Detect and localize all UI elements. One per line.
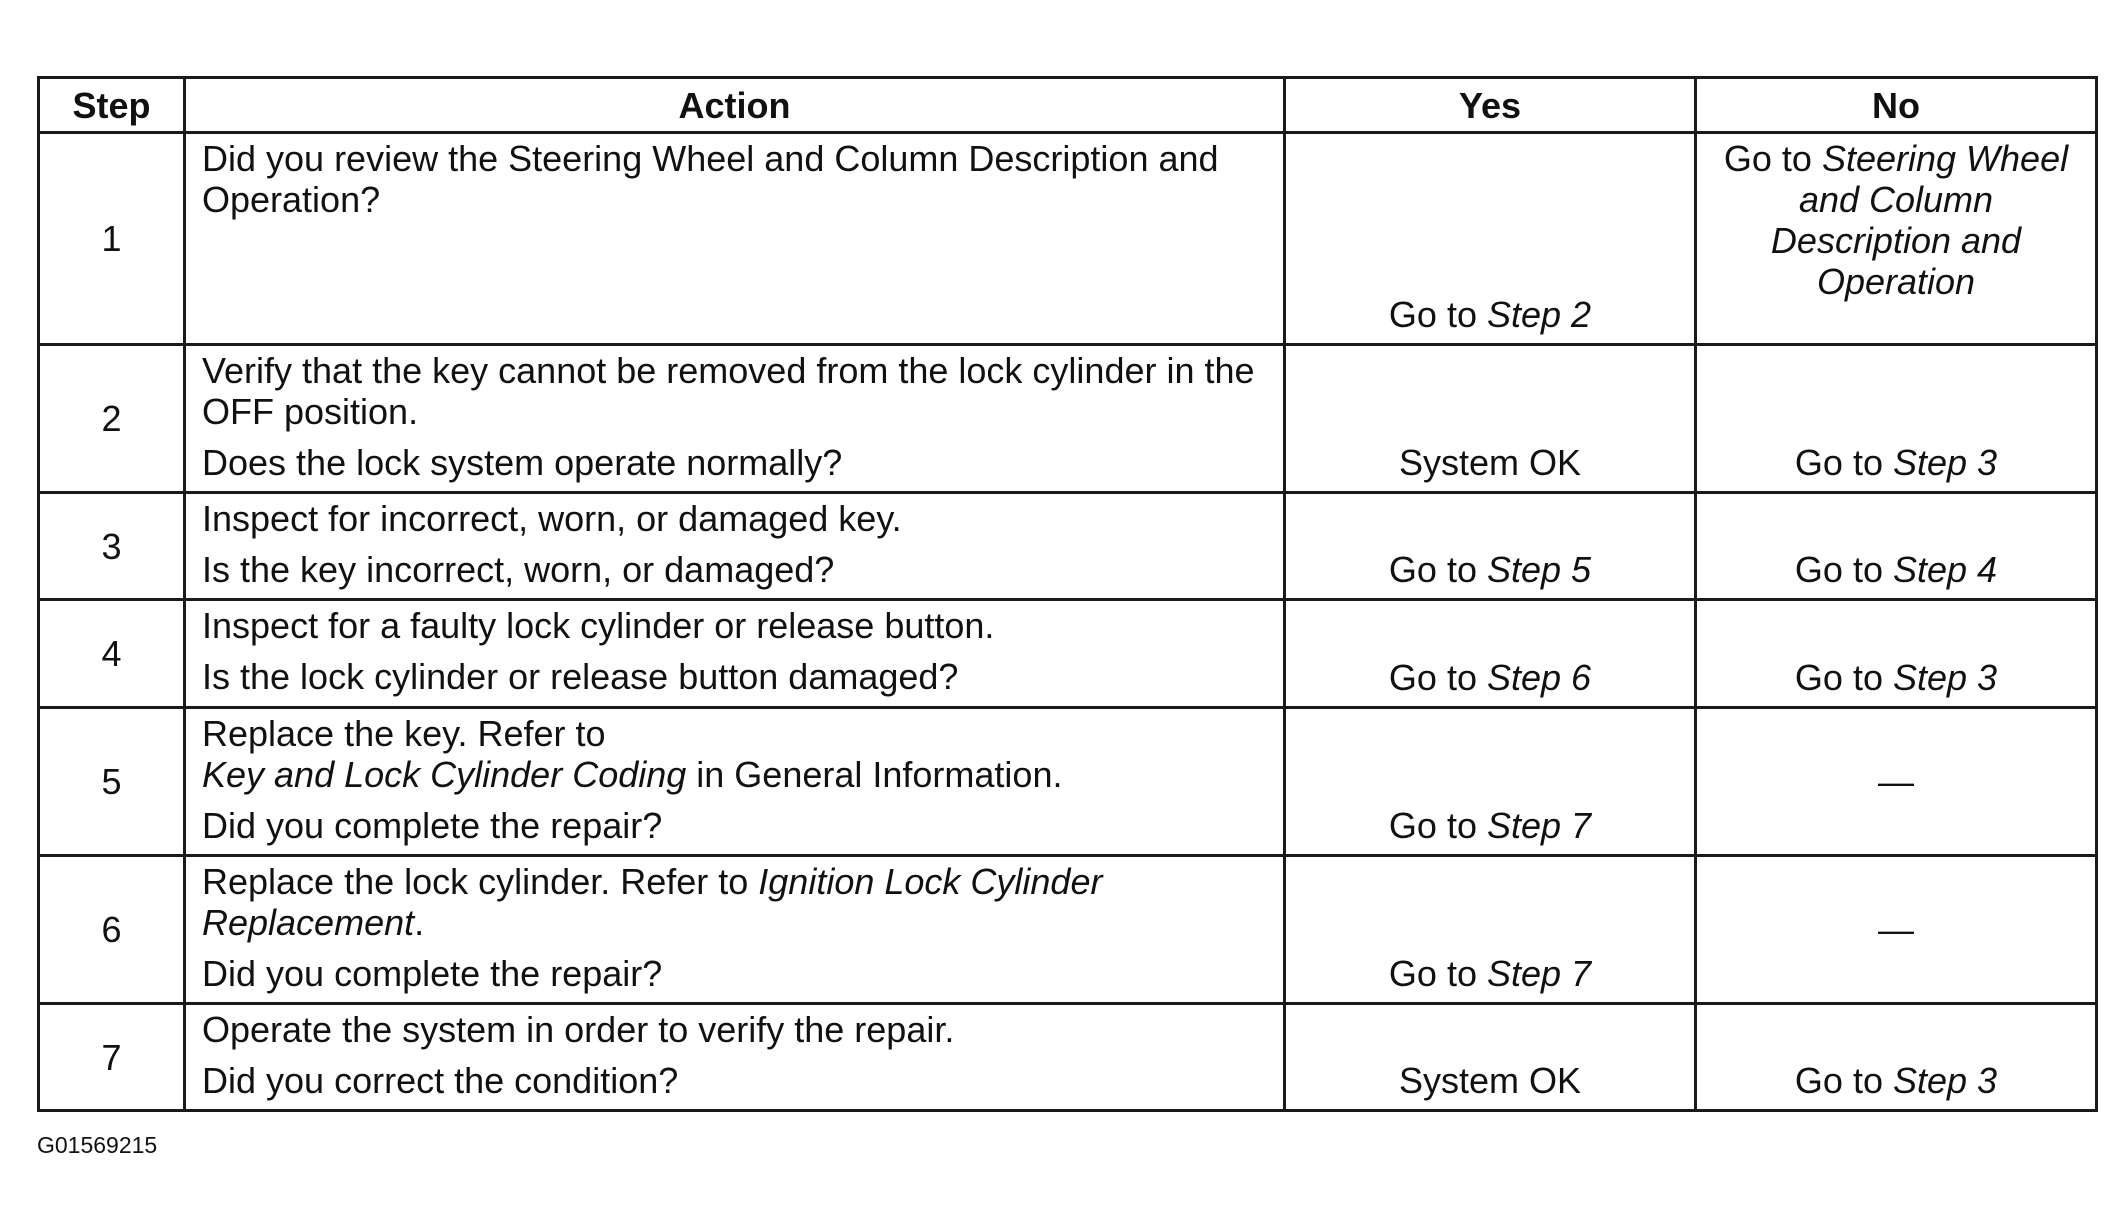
yes-step-link[interactable]: Step 2 bbox=[1486, 294, 1592, 335]
yes-cell bbox=[1285, 600, 1696, 708]
yes-cell bbox=[1285, 345, 1696, 493]
action-cell bbox=[185, 708, 1285, 856]
action-question: Is the lock cylinder or release button damaged? bbox=[202, 656, 959, 697]
no-prefix: Go to bbox=[1794, 1060, 1893, 1101]
action-cell bbox=[185, 345, 1285, 493]
yes-prefix: Go to bbox=[1388, 549, 1487, 590]
action-reference-link[interactable]: Key and Lock Cylinder Coding bbox=[202, 754, 687, 795]
action-prefix: Replace the key. Refer to bbox=[202, 713, 606, 754]
no-step-link[interactable]: Step 3 bbox=[1892, 1060, 1998, 1101]
header-step: Step bbox=[39, 78, 185, 133]
step-number: 1 bbox=[39, 133, 185, 345]
yes-cell bbox=[1285, 708, 1696, 856]
no-cell bbox=[1696, 600, 2097, 708]
action-reference-link[interactable]: Ignition Lock Cylinder Replacement bbox=[202, 861, 1103, 943]
yes-step-link[interactable]: Step 6 bbox=[1486, 657, 1592, 698]
table-row bbox=[39, 345, 2097, 493]
action-cell bbox=[185, 856, 1285, 1004]
diagnostic-table bbox=[37, 76, 2098, 1112]
table-row bbox=[39, 600, 2097, 708]
no-cell bbox=[1696, 133, 2097, 345]
no-prefix: Go to bbox=[1794, 549, 1893, 590]
no-cell bbox=[1696, 1004, 2097, 1111]
no-prefix: Go to bbox=[1794, 442, 1893, 483]
step-number: 2 bbox=[39, 345, 185, 493]
yes-prefix: Go to bbox=[1388, 657, 1487, 698]
table-row bbox=[39, 493, 2097, 600]
action-cell bbox=[185, 600, 1285, 708]
no-step-link[interactable]: Step 3 bbox=[1892, 442, 1998, 483]
step-number: 4 bbox=[39, 600, 185, 708]
action-text: Did you review the Steering Wheel and Column Description and Operation? bbox=[202, 138, 1219, 220]
header-yes: Yes bbox=[1285, 78, 1696, 133]
no-cell bbox=[1696, 708, 2097, 856]
action-question: Is the key incorrect, worn, or damaged? bbox=[202, 549, 835, 590]
action-text: Inspect for a faulty lock cylinder or release button. bbox=[202, 605, 995, 646]
yes-step-link[interactable]: Step 5 bbox=[1486, 549, 1592, 590]
yes-prefix: Go to bbox=[1388, 805, 1487, 846]
action-text bbox=[202, 861, 1267, 943]
action-cell bbox=[185, 493, 1285, 600]
action-cell bbox=[185, 1004, 1285, 1111]
header-action: Action bbox=[185, 78, 1285, 133]
yes-cell bbox=[1285, 1004, 1696, 1111]
step-number: 3 bbox=[39, 493, 185, 600]
action-text: Operate the system in order to verify the repair. bbox=[202, 1009, 955, 1050]
yes-cell bbox=[1285, 856, 1696, 1004]
no-step-link[interactable]: Step 4 bbox=[1892, 549, 1998, 590]
no-cell bbox=[1696, 345, 2097, 493]
no-cell bbox=[1696, 856, 2097, 1004]
action-prefix: Replace the lock cylinder. Refer to bbox=[202, 861, 759, 902]
action-suffix: . bbox=[414, 902, 425, 943]
no-step-link[interactable]: Step 3 bbox=[1892, 657, 1998, 698]
no-result-dash: — bbox=[1878, 761, 1914, 802]
header-no: No bbox=[1696, 78, 2097, 133]
action-question: Did you complete the repair? bbox=[202, 805, 663, 846]
action-text: Verify that the key cannot be removed from the lock cylinder in the OFF position. bbox=[202, 350, 1255, 432]
action-question: Did you complete the repair? bbox=[202, 953, 663, 994]
yes-cell bbox=[1285, 493, 1696, 600]
action-suffix: in General Information. bbox=[686, 754, 1063, 795]
step-number: 7 bbox=[39, 1004, 185, 1111]
table-row bbox=[39, 133, 2097, 345]
no-prefix: Go to bbox=[1723, 138, 1822, 179]
action-text bbox=[202, 713, 1267, 795]
action-text: Inspect for incorrect, worn, or damaged key. bbox=[202, 498, 902, 539]
header-row bbox=[39, 78, 2097, 133]
action-question: Does the lock system operate normally? bbox=[202, 442, 843, 483]
action-cell bbox=[185, 133, 1285, 345]
step-number: 6 bbox=[39, 856, 185, 1004]
table-row bbox=[39, 1004, 2097, 1111]
no-reference-link[interactable]: Steering Wheel and Column Description and Operation bbox=[1770, 138, 2069, 302]
table-row bbox=[39, 708, 2097, 856]
step-number: 5 bbox=[39, 708, 185, 856]
yes-prefix: Go to bbox=[1388, 953, 1487, 994]
yes-step-link[interactable]: Step 7 bbox=[1486, 953, 1592, 994]
yes-result: System OK bbox=[1398, 442, 1582, 483]
action-question: Did you correct the condition? bbox=[202, 1060, 679, 1101]
figure-id: G01569215 bbox=[37, 1132, 158, 1158]
yes-prefix: Go to bbox=[1388, 294, 1487, 335]
yes-result: System OK bbox=[1398, 1060, 1582, 1101]
table-row bbox=[39, 856, 2097, 1004]
no-cell bbox=[1696, 493, 2097, 600]
no-result-dash: — bbox=[1878, 909, 1914, 950]
no-prefix: Go to bbox=[1794, 657, 1893, 698]
yes-cell bbox=[1285, 133, 1696, 345]
yes-step-link[interactable]: Step 7 bbox=[1486, 805, 1592, 846]
